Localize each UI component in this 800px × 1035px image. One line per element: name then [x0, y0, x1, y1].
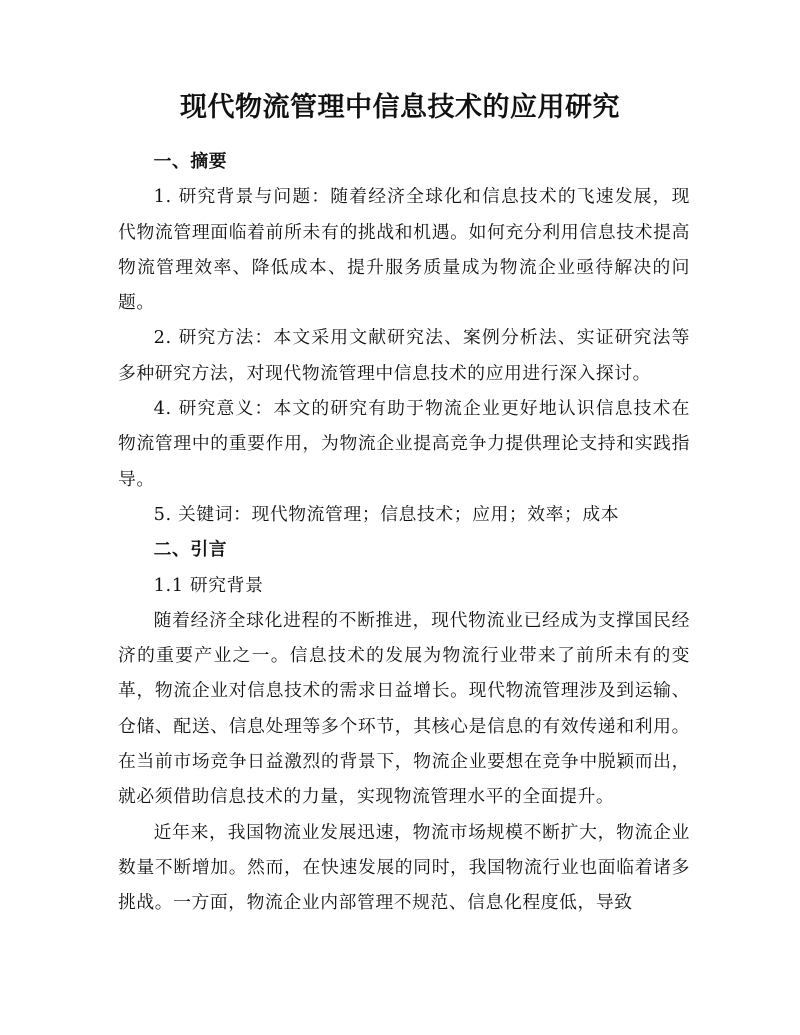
section-heading-abstract: 一、摘要	[153, 151, 228, 172]
document-body	[118, 144, 690, 921]
abstract-paragraph-background: 1. 研究背景与问题：随着经济全球化和信息技术的飞速发展，现代物流管理面临着前所未有的挑战和机遇。如何充分利用信息技术提高物流管理效率、降低成本、提升服务质量成为物流企业亟待解决的问题。	[118, 186, 690, 314]
introduction-paragraph-1: 随着经济全球化进程的不断推进，现代物流业已经成为支撑国民经济的重要产业之一。信息技术的发展为物流行业带来了前所未有的变革，物流企业对信息技术的需求日益增长。现代物流管理涉及到运输、仓储、配送、信息处理等多个环节，其核心是信息的有效传递和利用。在当前市场竞争日益激烈的背景下，物流企业要想在竞争中脱颖而出，就必须借助信息技术的力量，实现物流管理水平的全面提升。	[118, 609, 690, 808]
abstract-paragraph-significance: 4. 研究意义：本文的研究有助于物流企业更好地认识信息技术在物流管理中的重要作用，为物流企业提高竞争力提供理论支持和实践指导。	[118, 398, 690, 490]
abstract-paragraph-method: 2. 研究方法：本文采用文献研究法、案例分析法、实证研究法等多种研究方法，对现代物流管理中信息技术的应用进行深入探讨。	[118, 327, 690, 384]
introduction-paragraph-2: 近年来，我国物流业发展迅速，物流市场规模不断扩大，物流企业数量不断增加。然而，在快速发展的同时，我国物流行业也面临着诸多挑战。一方面，物流企业内部管理不规范、信息化程度低，导致	[118, 821, 690, 914]
abstract-paragraph-keywords: 5. 关键词：现代物流管理；信息技术；应用；效率；成本	[153, 503, 620, 525]
document-title: 现代物流管理中信息技术的应用研究	[180, 92, 620, 123]
subsection-heading-background: 1.1 研究背景	[153, 574, 264, 596]
section-heading-introduction: 二、引言	[153, 539, 228, 561]
